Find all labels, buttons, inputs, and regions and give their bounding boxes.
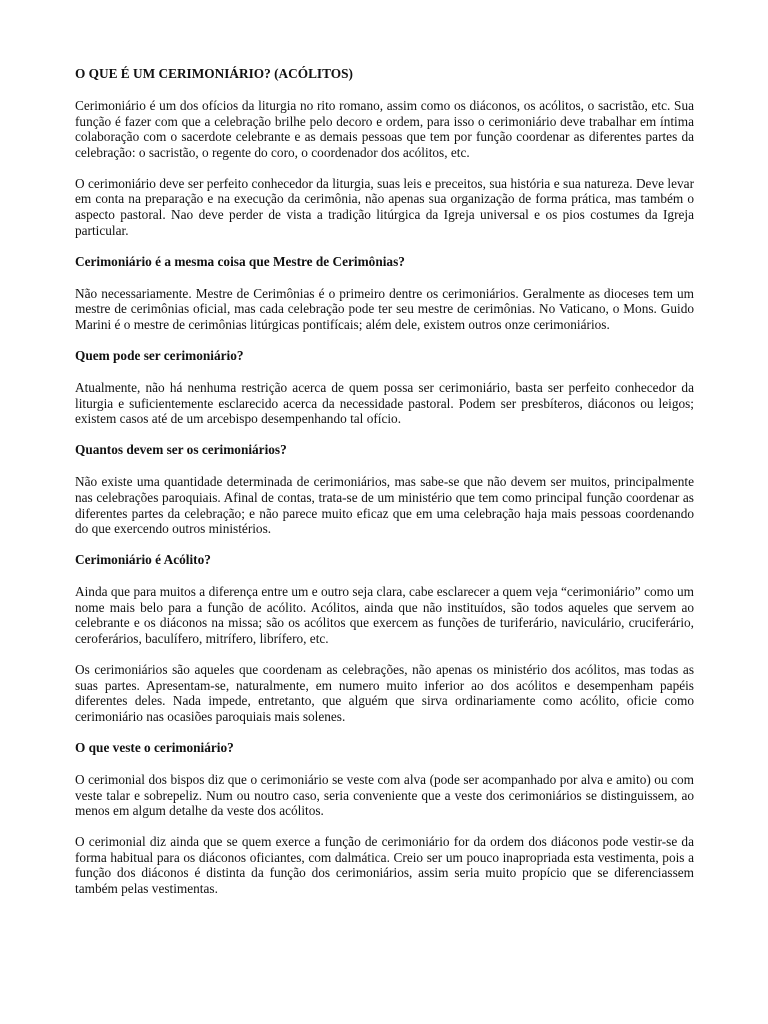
section-paragraph-quem-pode: Atualmente, não há nenhuma restrição acerca de quem possa ser cerimoniário, basta ser perfeito conhecedor da liturgia e suficientemente esclarecido acerca da necessidade pastoral. Podem ser presbíteros, diáconos ou leigos; existem casos até de um arcebispo desempenhando tal ofício. — [75, 380, 694, 427]
section-heading-mestre-de-cerimonias: Cerimoniário é a mesma coisa que Mestre de Cerimônias? — [75, 253, 405, 269]
section-heading-quantos: Quantos devem ser os cerimoniários? — [75, 442, 287, 458]
section-heading-quem-pode: Quem pode ser cerimoniário? — [75, 348, 244, 364]
section-heading-acolito: Cerimoniário é Acólito? — [75, 552, 211, 568]
intro-paragraph-1: Cerimoniário é um dos ofícios da liturgia no rito romano, assim como os diáconos, os acólitos, o sacristão, etc. Sua função é fazer com que a celebração brilhe pelo decoro e ordem, para isso o cerimoniário deve trabalhar em íntima colaboração com o sacerdote celebrante e as demais pessoas que tem por função coordenar as diferentes partes da celebração: o sacristão, o regente do coro, o coordenador dos acólitos, etc. — [75, 98, 694, 160]
document-page — [75, 66, 694, 912]
section-paragraph-veste-1: O cerimonial dos bispos diz que o cerimoniário se veste com alva (pode ser acompanhado por alva e amito) ou com veste talar e sobrepeliz. Num ou noutro caso, seria conveniente que a veste dos cerimoniários se distinguissem, ao menos em algum detalhe da veste dos acólitos. — [75, 771, 694, 819]
document-title: O QUE É UM CERIMONIÁRIO? (ACÓLITOS) — [75, 66, 353, 81]
section-paragraph-quantos: Não existe uma quantidade determinada de cerimoniários, mas sabe-se que não devem ser muitos, principalmente nas celebrações paroquiais. Afinal de contas, trata-se de um ministério que tem como principal função coordenar as diferentes partes da celebração; e não parece muito eficaz que em uma celebração haja mais pessoas coordenando do que exercendo outros ministérios. — [75, 474, 694, 537]
intro-paragraph-2: O cerimoniário deve ser perfeito conhecedor da liturgia, suas leis e preceitos, sua história e sua natureza. Deve levar em conta na preparação e na execução da cerimônia, não apenas sua organização de forma prática, mas também o aspecto pastoral. Nao deve perder de vista a tradição litúrgica da Igreja universal e os pios costumes da Igreja particular. — [75, 175, 694, 238]
section-paragraph-veste-2: O cerimonial diz ainda que se quem exerce a função de cerimoniário for da ordem dos diáconos pode vestir-se da forma habitual para os diáconos oficiantes, com dalmática. Creio ser um pouco inapropriada esta vestimenta, pois a função dos diáconos é distinta da função dos cerimoniários, assim seria muito propício que se diferenciassem também pelas vestimentas. — [75, 834, 694, 896]
section-paragraph-acolito-1: Ainda que para muitos a diferença entre um e outro seja clara, cabe esclarecer a quem veja “cerimoniário” como um nome mais belo para a função de acólito. Acólitos, ainda que não instituídos, são todos aqueles que servem ao celebrante e os diáconos na missa; são os acólitos que exercem as funções de turiferário, naviculário, cruciferário, ceroferários, baculífero, mitrífero, librífero, etc. — [75, 584, 694, 646]
section-paragraph-acolito-2: Os cerimoniários são aqueles que coordenam as celebrações, não apenas os ministério dos acólitos, mas todas as suas partes. Apresentam-se, naturalmente, em numero muito inferior ao dos acólitos e desempenham papéis diferentes deles. Nada impede, entretanto, que alguém que sirva ordinariamente como acólito, oficie como cerimoniário nas ocasiões paroquiais mais solenes. — [75, 662, 694, 724]
section-heading-veste: O que veste o cerimoniário? — [75, 739, 234, 755]
section-paragraph-mestre-de-cerimonias: Não necessariamente. Mestre de Cerimônias é o primeiro dentre os cerimoniários. Geralmente as dioceses tem um mestre de cerimônias oficial, mas cada celebração pode ter seu mestre de cerimônias. No Vaticano, o Mons. Guido Marini é o mestre de cerimônias litúrgicas pontifícais; além dele, existem outros onze cerimoniários. — [75, 285, 694, 332]
